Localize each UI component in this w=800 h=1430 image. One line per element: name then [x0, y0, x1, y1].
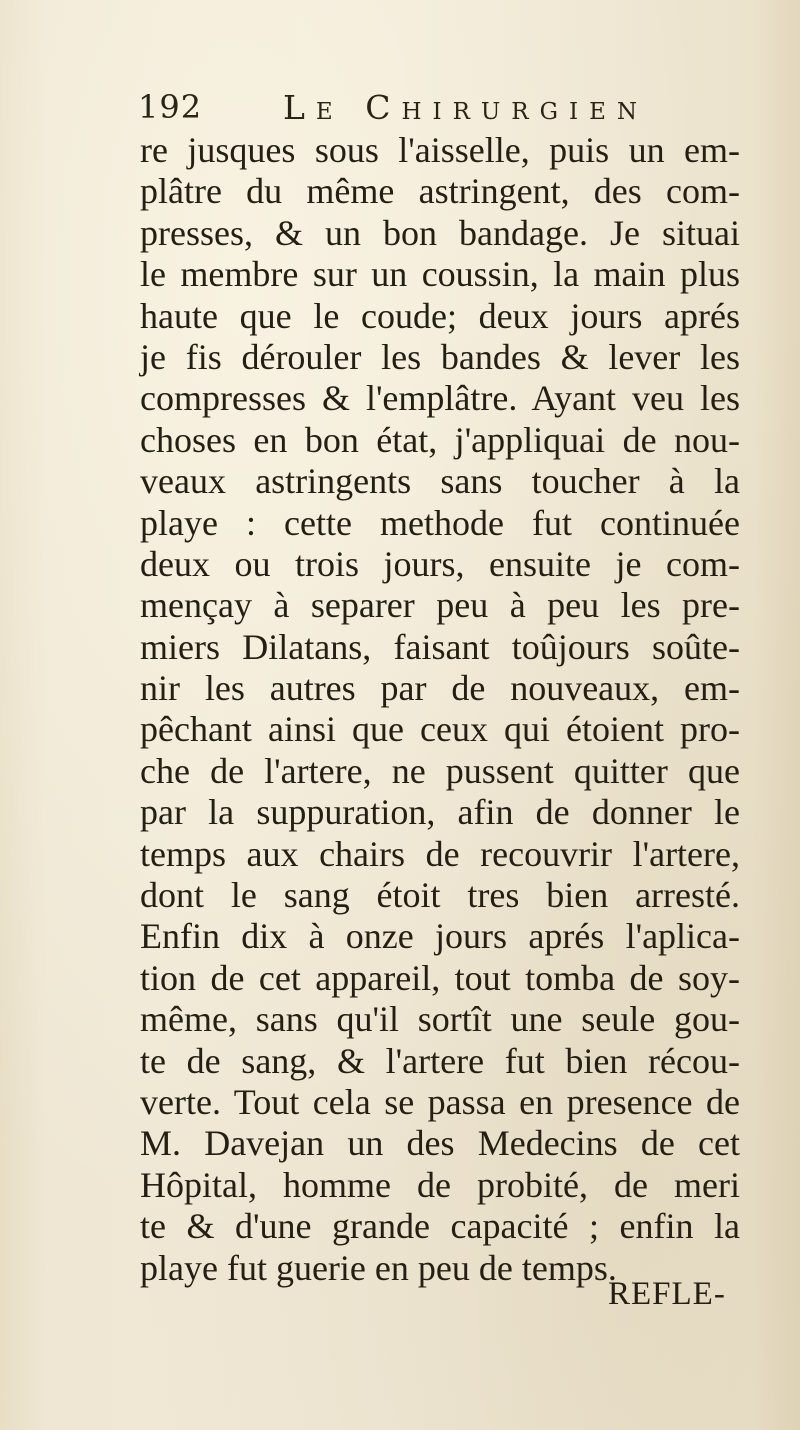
text-line: temps aux chairs de recouvrir l'artere, — [140, 833, 740, 874]
text-line: playe fut guerie en peu de temps. — [140, 1247, 617, 1288]
text-line: par la suppuration, afin de donner le — [140, 792, 740, 833]
text-line: che de l'artere, ne pussent quitter que — [140, 750, 740, 791]
text-line: choses en bon état, j'appliquai de nou- — [140, 419, 740, 460]
text-line: te & d'une grande capacité ; enfin la — [140, 1206, 740, 1247]
text-line: haute que le coude; deux jours aprés — [140, 295, 740, 336]
text-line: même, sans qu'il sortît une seule gou- — [140, 999, 740, 1040]
text-line: veaux astringents sans toucher à la — [140, 461, 740, 502]
page-number: 192 — [138, 88, 203, 126]
body-text — [140, 130, 740, 1289]
text-line: nir les autres par de nouveaux, em- — [140, 668, 740, 709]
text-line: te de sang, & l'artere fut bien récou- — [140, 1040, 740, 1081]
text-line: compresses & l'emplâtre. Ayant veu les — [140, 378, 740, 419]
text-line: mençay à separer peu à peu les pre- — [140, 585, 740, 626]
text-line: tion de cet appareil, tout tomba de soy- — [140, 957, 740, 998]
text-line: pêchant ainsi que ceux qui étoient pro- — [140, 709, 740, 750]
text-line: verte. Tout cela se passa en presence de — [140, 1081, 740, 1122]
text-line: dont le sang étoit tres bien arresté. — [140, 875, 740, 916]
text-line: plâtre du même astringent, des com- — [140, 171, 740, 212]
text-line: Hôpital, homme de probité, de meri — [140, 1164, 740, 1205]
text-line: re jusques sous l'aisselle, puis un em- — [140, 130, 740, 170]
text-line: M. Davejan un des Medecins de cet — [140, 1123, 740, 1164]
text-line: je fis dérouler les bandes & lever les — [140, 336, 740, 377]
text-line: playe : cette methode fut continuée — [140, 502, 740, 543]
text-line: miers Dilatans, faisant toûjours soûte- — [140, 626, 740, 667]
text-line: Enfin dix à onze jours aprés l'aplica- — [140, 916, 740, 957]
catchword: REFLE- — [608, 1276, 726, 1312]
text-line: presses, & un bon bandage. Je situai — [140, 212, 740, 253]
text-line: deux ou trois jours, ensuite je com- — [140, 543, 740, 584]
running-title: Le Chirurgien — [283, 88, 648, 127]
page-header — [138, 82, 698, 132]
text-line: le membre sur un coussin, la main plus — [140, 254, 740, 295]
